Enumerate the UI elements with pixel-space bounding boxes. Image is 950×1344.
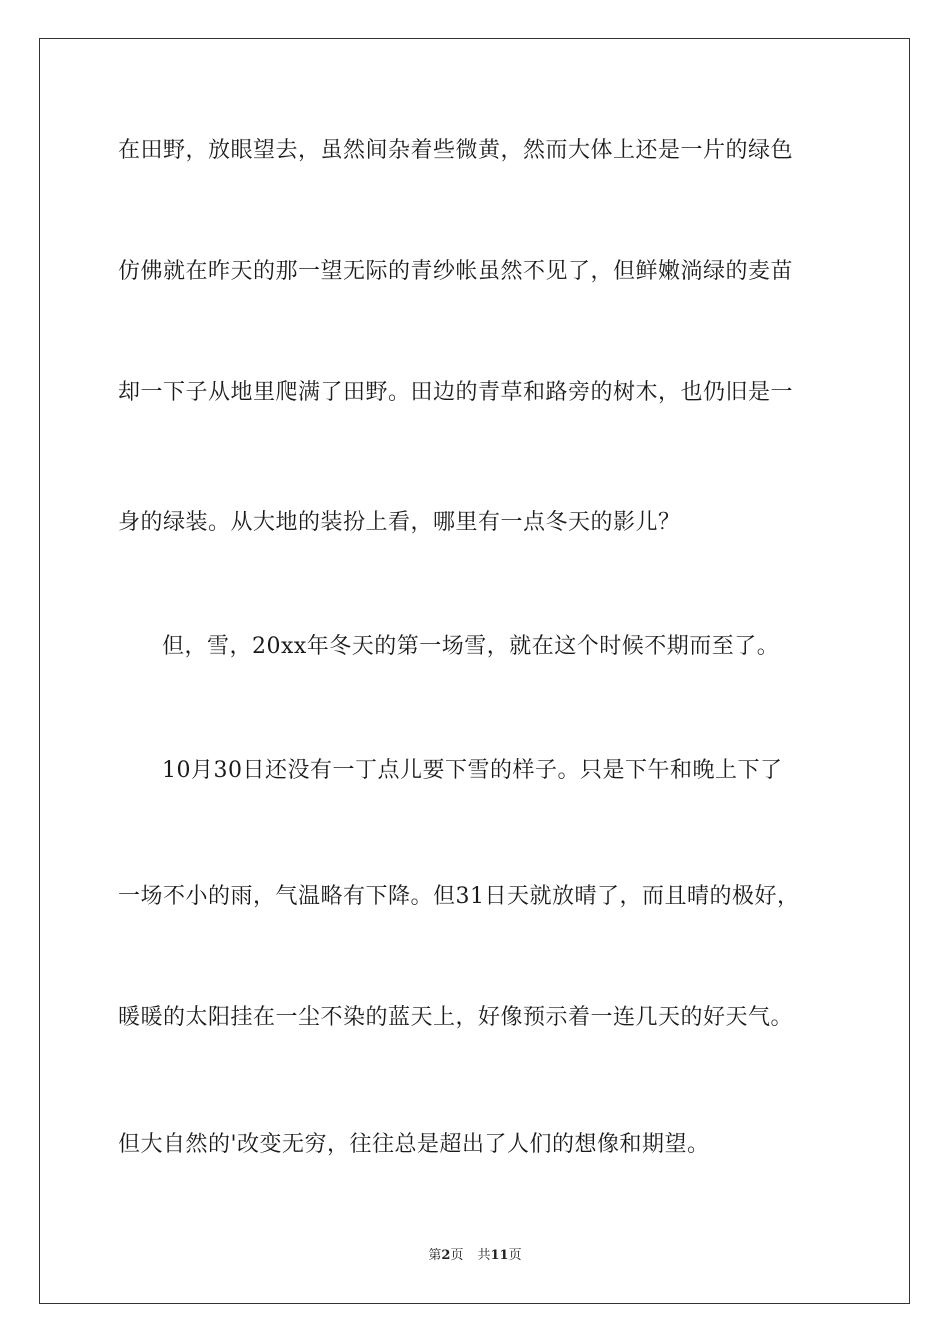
page-suffix: 页 (450, 1248, 464, 1263)
page-border (39, 38, 910, 1304)
total-suffix: 页 (508, 1248, 522, 1263)
text-line-5: 但，雪，20xx年冬天的第一场雪，就在这个时候不期而至了。 (162, 634, 780, 659)
total-prefix: 共 (477, 1248, 491, 1263)
page-number: 2 (441, 1248, 451, 1263)
text-line-7: 一场不小的雨，气温略有下降。但31日天就放晴了，而且晴的极好， (118, 884, 800, 909)
total-pages: 11 (490, 1248, 509, 1263)
text-line-3: 却一下子从地里爬满了田野。田边的青草和路旁的树木，也仍旧是一 (118, 380, 794, 405)
text-line-2: 仿佛就在昨天的那一望无际的青纱帐虽然不见了，但鲜嫩淌绿的麦苗 (118, 259, 794, 284)
text-line-9: 但大自然的'改变无穷，往往总是超出了人们的想像和期望。 (118, 1132, 710, 1157)
page-prefix: 第 (428, 1248, 442, 1263)
text-line-6: 10月30日还没有一丁点儿要下雪的样子。只是下午和晚上下了 (162, 758, 783, 783)
page-footer (0, 1247, 950, 1265)
text-line-1: 在田野，放眼望去，虽然间杂着些微黄，然而大体上还是一片的绿色 (118, 138, 794, 163)
text-line-8: 暖暖的太阳挂在一尘不染的蓝天上，好像预示着一连几天的好天气。 (118, 1005, 794, 1030)
text-line-4: 身的绿装。从大地的装扮上看，哪里有一点冬天的影儿？ (118, 510, 681, 535)
